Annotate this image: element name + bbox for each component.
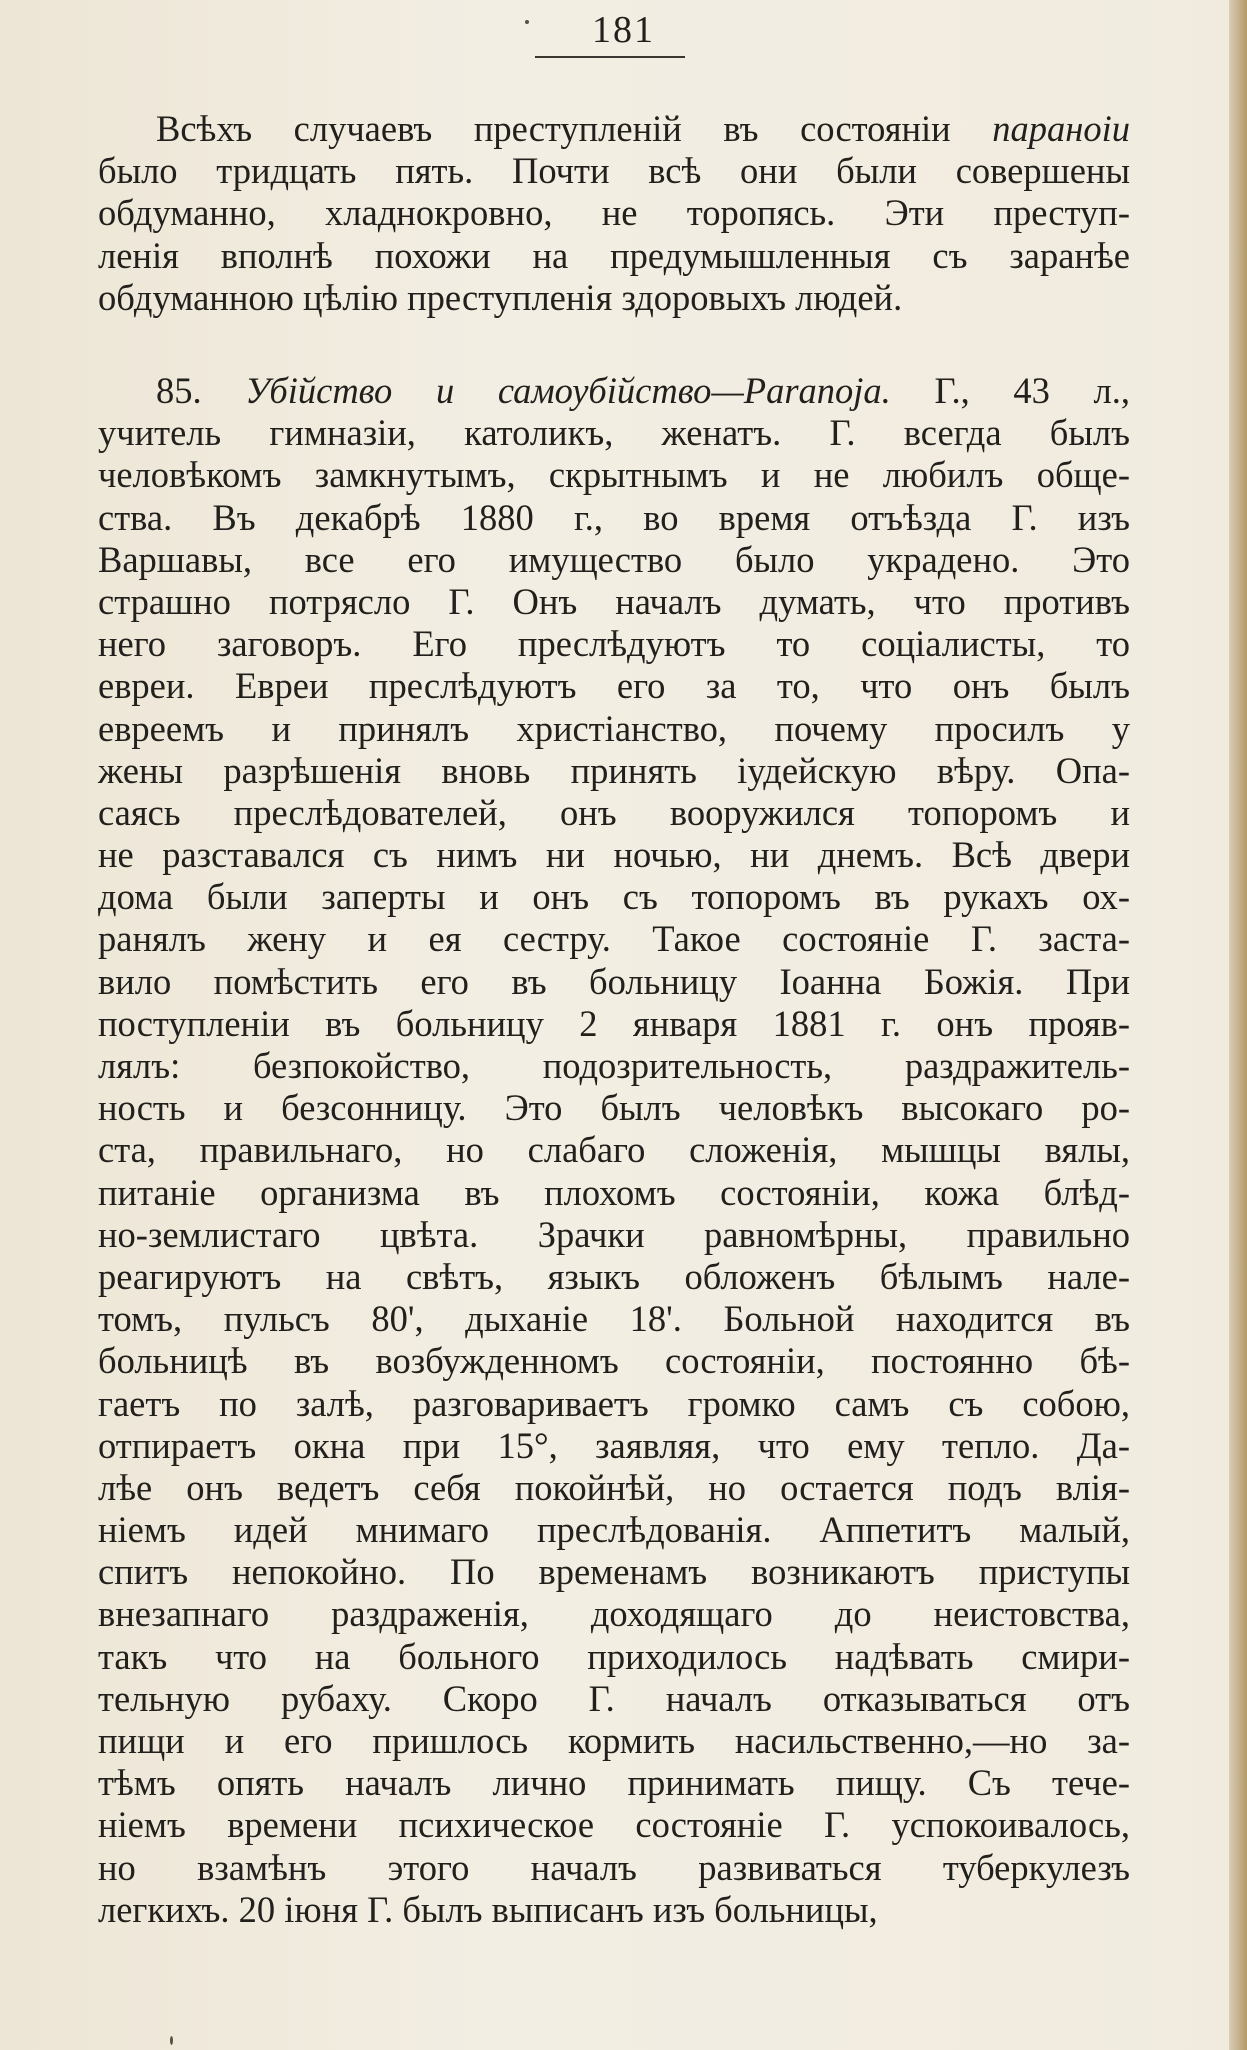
text-line bbox=[98, 192, 1130, 234]
text-line bbox=[98, 918, 1130, 960]
line-text: легкихъ. 20 іюня Г. былъ выписанъ изъ больницы, bbox=[98, 1888, 878, 1930]
line-text: отпираетъ окна при 15°, заявляя, что ему тепло. Да- bbox=[98, 1424, 1130, 1466]
text-line bbox=[98, 1045, 1130, 1087]
text-line bbox=[98, 1551, 1130, 1593]
text-line bbox=[98, 235, 1130, 277]
text-line bbox=[98, 1593, 1130, 1635]
text-line bbox=[98, 961, 1130, 1003]
line-text: дома были заперты и онъ съ топоромъ въ рукахъ ох- bbox=[98, 876, 1130, 918]
case-number: 85. bbox=[156, 370, 246, 411]
line-text: питаніе организма въ плохомъ состояніи, кожа блѣд- bbox=[98, 1171, 1130, 1213]
line-text: ста, правильнаго, но слабаго сложенія, мышцы вялы, bbox=[98, 1129, 1130, 1171]
line-text: ніемъ идей мнимаго преслѣдованія. Аппетитъ малый, bbox=[98, 1509, 1130, 1551]
line-text: больницѣ въ возбужденномъ состояніи, постоянно бѣ- bbox=[98, 1340, 1130, 1382]
text-line bbox=[98, 1340, 1130, 1382]
text-line bbox=[98, 370, 1130, 412]
text-line bbox=[98, 665, 1130, 707]
line-text: саясь преслѣдователей, онъ вооружился топоромъ и bbox=[98, 791, 1130, 833]
text-line bbox=[98, 1804, 1130, 1846]
line-text: спитъ непокойно. По временамъ возникаютъ приступы bbox=[98, 1551, 1130, 1593]
line-text: страшно потрясло Г. Онъ началъ думать, что противъ bbox=[98, 580, 1130, 622]
line-text: ленія вполнѣ похожи на предумышленныя съ заранѣе bbox=[98, 234, 1130, 276]
page-edge bbox=[1229, 0, 1247, 2050]
text-line bbox=[98, 412, 1130, 454]
paragraph-1 bbox=[98, 108, 1130, 319]
text-line bbox=[98, 1129, 1130, 1171]
text-line bbox=[98, 277, 1130, 319]
text-line bbox=[98, 1256, 1130, 1298]
line-text: человѣкомъ замкнутымъ, скрытнымъ и не любилъ обще- bbox=[98, 454, 1130, 496]
text-line bbox=[98, 1383, 1130, 1425]
text-line bbox=[98, 1509, 1130, 1551]
text-line bbox=[98, 1762, 1130, 1804]
line-text: тѣмъ опять началъ лично принимать пищу. Съ тече- bbox=[98, 1762, 1130, 1804]
line-text: жены разрѣшенія вновь принять іудейскую вѣру. Опа- bbox=[98, 749, 1130, 791]
text-line bbox=[98, 1847, 1130, 1889]
paragraph-2 bbox=[98, 370, 1130, 1931]
line-text: ранялъ жену и ея сестру. Такое состояніе Г. заста- bbox=[98, 918, 1130, 960]
header-rule bbox=[535, 56, 685, 58]
line-text: Варшавы, все его имущество было украдено. Это bbox=[98, 538, 1130, 580]
text-line bbox=[98, 876, 1130, 918]
line-text: томъ, пульсъ 80', дыханіе 18'. Больной находится въ bbox=[98, 1298, 1130, 1340]
line-text: ства. Въ декабрѣ 1880 г., во время отъѣзда Г. изъ bbox=[98, 496, 1130, 538]
page-number: 181 bbox=[592, 9, 655, 51]
text-line bbox=[98, 454, 1130, 496]
line-text: было тридцать пять. Почти всѣ они были совершены bbox=[98, 150, 1130, 192]
text-line bbox=[98, 108, 1130, 150]
line-text: поступленіи въ больницу 2 января 1881 г. онъ прояв- bbox=[98, 1002, 1130, 1044]
line-text: гаетъ по залѣ, разговариваетъ громко самъ съ собою, bbox=[98, 1382, 1130, 1424]
text-line bbox=[98, 1003, 1130, 1045]
line-text: пищи и его пришлось кормить насильственно,—но за- bbox=[98, 1720, 1130, 1761]
text-line bbox=[98, 1087, 1130, 1129]
line-text: не разставался съ нимъ ни ночью, ни днемъ. Всѣ двери bbox=[98, 834, 1130, 876]
text-line bbox=[98, 150, 1130, 192]
line-text: но-землистаго цвѣта. Зрачки равномѣрны, правильно bbox=[98, 1213, 1130, 1255]
italic-text: Убійство и самоубійство—Paranoja. bbox=[245, 370, 891, 411]
text-line bbox=[98, 1214, 1130, 1256]
line-text: лялъ: безпокойство, подозрительность, раздражитель- bbox=[98, 1045, 1130, 1086]
line-text: обдуманно, хладнокровно, не торопясь. Эти преступ- bbox=[98, 192, 1130, 234]
text-line bbox=[98, 708, 1130, 750]
line-text: обдуманною цѣлію преступленія здоровыхъ людей. bbox=[98, 276, 903, 318]
text-line bbox=[98, 1678, 1130, 1720]
line-text: ность и безсонницу. Это былъ человѣкъ высокаго ро- bbox=[98, 1087, 1130, 1129]
text-line bbox=[98, 792, 1130, 834]
line-text: Г., 43 л., bbox=[890, 370, 1130, 411]
line-text: реагируютъ на свѣтъ, языкъ обложенъ бѣлымъ нале- bbox=[98, 1255, 1130, 1297]
text-line bbox=[98, 581, 1130, 623]
text-line bbox=[98, 539, 1130, 581]
line-text: вило помѣстить его въ больницу Іоанна Божія. При bbox=[98, 960, 1130, 1002]
text-line bbox=[98, 1425, 1130, 1467]
text-line bbox=[98, 1298, 1130, 1340]
line-text: ніемъ времени психическое состояніе Г. успокоивалось, bbox=[98, 1804, 1130, 1846]
text-line bbox=[98, 1636, 1130, 1678]
text-line bbox=[98, 750, 1130, 792]
text-line bbox=[98, 1467, 1130, 1509]
line-text: Всѣхъ случаевъ преступленій въ состояніи bbox=[156, 108, 993, 149]
line-text: тельную рубаху. Скоро Г. началъ отказываться отъ bbox=[98, 1677, 1130, 1719]
text-line bbox=[98, 1720, 1130, 1762]
line-text: евреемъ и принялъ христіанство, почему просилъ у bbox=[98, 707, 1130, 749]
line-text: него заговоръ. Его преслѣдуютъ то соціалисты, то bbox=[98, 623, 1130, 665]
line-text: евреи. Евреи преслѣдуютъ его за то, что онъ былъ bbox=[98, 665, 1130, 707]
print-speck bbox=[170, 2036, 173, 2045]
line-text: лѣе онъ ведетъ себя покойнѣй, но остается подъ влія- bbox=[98, 1466, 1130, 1508]
line-text: но взамѣнъ этого началъ развиваться туберкулезъ bbox=[98, 1846, 1130, 1888]
line-text: учитель гимназіи, католикъ, женатъ. Г. всегда былъ bbox=[98, 412, 1130, 454]
text-line bbox=[98, 623, 1130, 665]
line-text: внезапнаго раздраженія, доходящаго до неистовства, bbox=[98, 1593, 1130, 1635]
text-line bbox=[98, 834, 1130, 876]
text-line bbox=[98, 497, 1130, 539]
text-line bbox=[98, 1889, 1130, 1931]
line-text: такъ что на больного приходилось надѣвать смири- bbox=[98, 1635, 1130, 1677]
italic-text: параноіи bbox=[992, 108, 1130, 149]
text-line bbox=[98, 1172, 1130, 1214]
